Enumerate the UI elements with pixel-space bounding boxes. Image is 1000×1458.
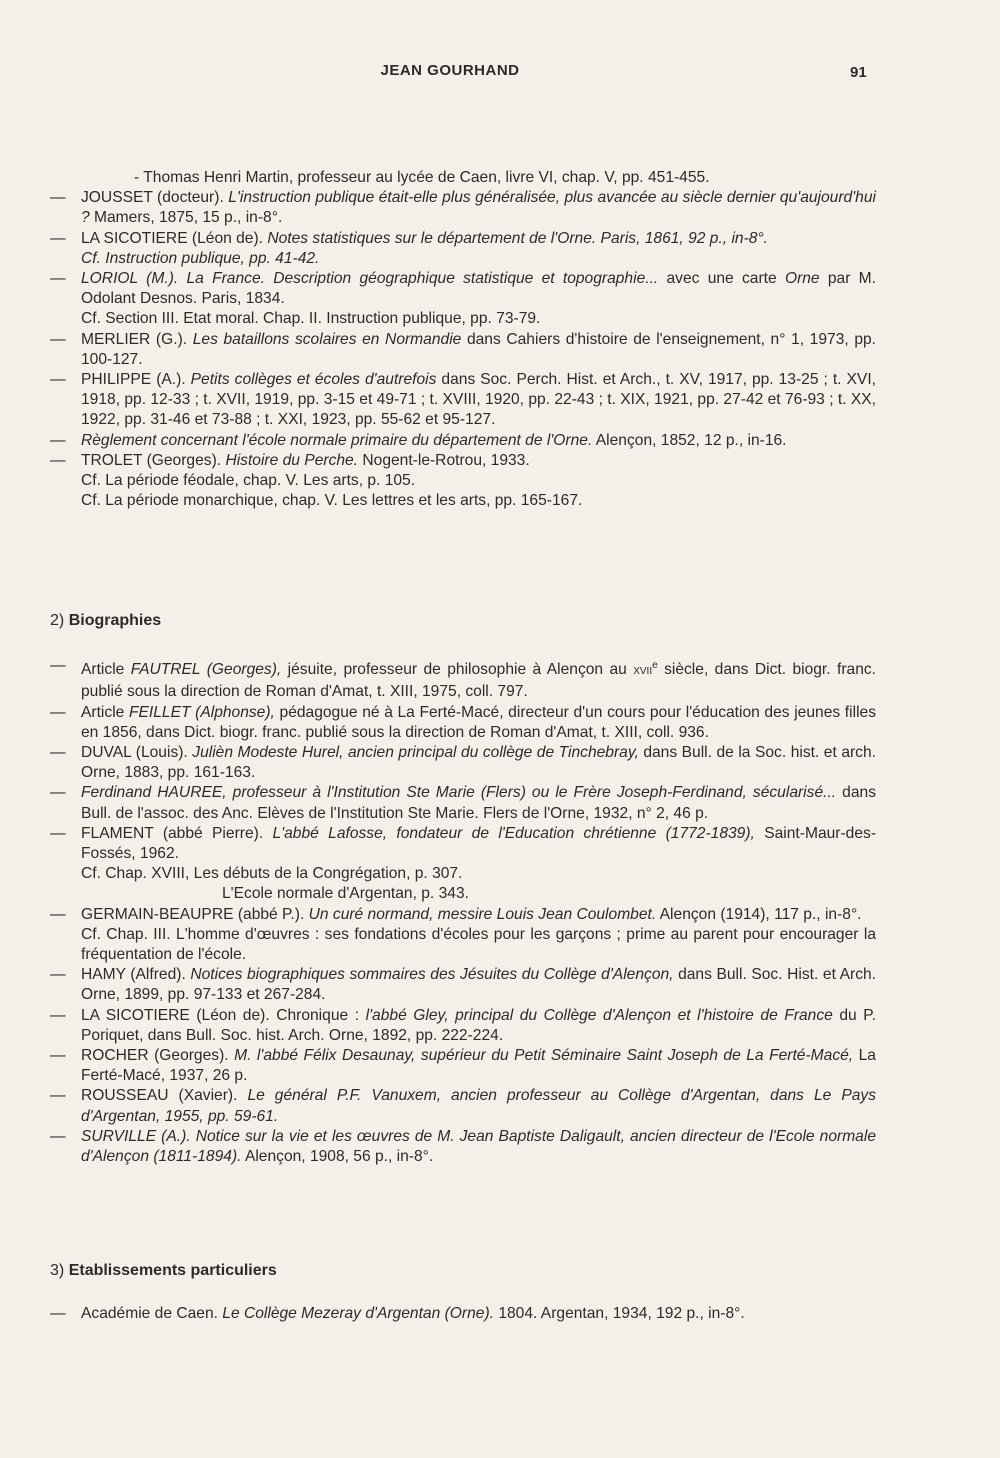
entry-dash: —	[50, 270, 66, 288]
century-suffix: e	[652, 660, 658, 671]
entry-details: du P. Poriquet, dans Bull. Soc. hist. Arch. Orne, 1892, pp. 222-224.	[81, 1006, 876, 1044]
entry-dash: —	[50, 431, 66, 449]
entry-dash: —	[50, 371, 66, 389]
entry-title: Petits collèges et écoles d'autrefois	[190, 371, 437, 389]
entry-title: Les bataillons scolaires en Normandie	[192, 330, 462, 348]
entry-dash: —	[50, 824, 66, 842]
entry-dash: —	[50, 229, 66, 247]
entry-title: Julièn Modeste Hurel, ancien principal du collège de Tinchebray,	[192, 744, 639, 761]
century-numeral: XVII	[633, 666, 653, 678]
section-3-etablissements	[50, 1304, 876, 1324]
entry-rocher	[50, 1046, 876, 1086]
section-2-biographies	[50, 656, 876, 1167]
entry-title: Le Collège Mezeray d'Argentan (Orne).	[222, 1305, 494, 1322]
page-number: 91	[850, 64, 867, 81]
entry-title: SURVILLE (A.). Notice sur la vie et les œuvres de M. Jean Baptiste Daligault, ancien directeur de l'Ecole normale d'Alençon (1811-1894).	[81, 1127, 876, 1166]
entry-details: Nogent-le-Rotrou, 1933.	[358, 451, 530, 469]
entry-title: L'instruction publique était-elle plus généralisée, plus avancée au siècle dernier qu'aujourd'hui ?	[81, 189, 876, 227]
entry-title: M. l'abbé Félix Desaunay, supérieur du Petit Séminaire Saint Joseph de La Ferté-Macé,	[234, 1047, 854, 1065]
entry-feillet	[50, 703, 876, 743]
entry-details: dans Soc. Perch. Hist. et Arch., t. XV, 1917, pp. 13-25 ; t. XVI, 1918, pp. 12-33 ; t. XVII, 1919, pp. 3-15 et 49-71 ; t. XVIII, 1920, pp. 22-43 ; t. XIX, 1921, pp. 27-42 et 76-93 ; t. XX, 1922, pp. 31-46 et 73-88 ; t. XXI, 1923, pp. 55-62 et 95-127.	[81, 371, 876, 429]
entry-details: Alençon (1914), 117 p., in-8°.	[656, 905, 862, 923]
section-number: 2)	[50, 612, 65, 629]
entry-details: Alençon, 1908, 56 p., in-8°.	[241, 1148, 434, 1166]
entry-author: JOUSSET (docteur).	[81, 189, 229, 207]
entry-title: Notes statistiques sur le département de l'Orne. Paris, 1861, 92 p., in-8°.	[267, 229, 769, 247]
entry-dash: —	[50, 784, 66, 802]
entry-details-2: siècle, dans Dict. biogr. franc. publié sous la direction de Roman d'Amat, t. XIII, 1975, coll. 797.	[81, 661, 876, 701]
entry-duval	[50, 743, 876, 783]
entry-details: Saint-Maur-des-Fossés, 1962.	[81, 824, 877, 863]
entry-merlier	[50, 330, 876, 370]
entry-philippe	[50, 370, 876, 431]
entry-dash: —	[50, 451, 66, 469]
entry-details: Alençon, 1852, 12 p., in-16.	[592, 431, 787, 449]
entry-title: Histoire du Perche.	[225, 451, 359, 469]
entry-dash: —	[50, 189, 66, 207]
entry-author: MERLIER (G.).	[81, 330, 193, 348]
cf-text: Cf. Instruction publique, pp. 41-42.	[81, 249, 320, 267]
entry-author: Académie de Caen.	[81, 1305, 223, 1322]
entry-title: FEILLET (Alphonse),	[128, 703, 275, 721]
entry-details-2: par M. Odolant Desnos. Paris, 1834.	[81, 270, 876, 308]
entry-details: dans Bull. de l'assoc. des Anc. Elèves de l'Institution Ste Marie. Flers de l'Orne, 1932, n° 2, 46 p.	[81, 784, 876, 822]
entry-cf: Cf. Chap. XVIII, Les débuts de la Congrégation, p. 307.	[81, 865, 463, 883]
entry-flament	[50, 824, 876, 864]
entry-fautrel	[50, 656, 876, 703]
entry-author: GERMAIN-BEAUPRE (abbé P.).	[81, 905, 309, 923]
section-title: Biographies	[68, 612, 162, 629]
entry-title: l'abbé Gley, principal du Collège d'Alençon et l'histoire de France	[365, 1006, 833, 1024]
running-title: JEAN GOURHAND	[380, 62, 520, 79]
entry-author: LA SICOTIERE (Léon de). Chronique :	[81, 1006, 366, 1024]
entry-details: 1804. Argentan, 1934, 192 p., in-8°.	[493, 1305, 745, 1322]
entry-dash: —	[50, 1006, 66, 1024]
entry-cf: Cf. La période féodale, chap. V. Les arts, p. 105.	[81, 472, 416, 490]
entry-academie-caen	[50, 1304, 876, 1324]
entry-dash: —	[50, 703, 66, 721]
entry-title-2: Orne	[784, 270, 820, 288]
entry-lasicotiere	[50, 229, 876, 249]
entry-cf: L'Ecole normale d'Argentan, p. 343.	[222, 885, 469, 903]
entry-author: ROCHER (Georges).	[81, 1047, 235, 1065]
entry-title: L'abbé Lafosse, fondateur de l'Education chrétienne (1772-1839),	[272, 824, 755, 842]
entry-jousset	[50, 188, 876, 228]
entry-details: Mamers, 1875, 15 p., in-8°.	[89, 209, 283, 227]
entry-author: LA SICOTIERE (Léon de).	[81, 229, 268, 247]
entry-prefix: Article	[81, 703, 129, 721]
entry-details: pédagogue né à La Ferté-Macé, directeur d'un cours pour l'éducation des jeunes filles en 1856, dans Dict. biogr. franc. publié sous la direction de Roman d'Amat, t. XIII, coll. 936.	[81, 703, 876, 741]
entry-title: LORIOL (M.). La France. Description géographique statistique et topographie...	[81, 270, 659, 288]
section-heading-biographies	[50, 612, 161, 630]
section-title: Etablissements particuliers	[68, 1262, 277, 1279]
entry-details: dans Bull. de la Soc. hist. et arch. Orne, 1883, pp. 161-163.	[81, 744, 876, 782]
entry-surville	[50, 1127, 876, 1167]
entry-title: Un curé normand, messire Louis Jean Coulombet.	[308, 905, 657, 923]
entry-title: Notices biographiques sommaires des Jésuites du Collège d'Alençon,	[190, 966, 674, 984]
entry-hamy	[50, 965, 876, 1005]
entry-title: FAUTREL (Georges),	[130, 661, 282, 679]
entry-loriol	[50, 269, 876, 309]
entry-title: Le général P.F. Vanuxem, ancien professeur au Collège d'Argentan, dans Le Pays d'Argentan, 1955, pp. 59-61.	[81, 1087, 877, 1125]
entry-author: PHILIPPE (A.).	[81, 371, 191, 389]
entry-title: Règlement concernant l'école normale primaire du département de l'Orne.	[81, 431, 593, 449]
entry-dash: —	[50, 1087, 66, 1105]
entry-dash: —	[50, 905, 66, 923]
entry-dash: —	[50, 966, 66, 984]
entry-title: Ferdinand HAUREE, professeur à l'Institution Ste Marie (Flers) ou le Frère Joseph-Ferdinand, sécularisé...	[81, 784, 837, 802]
entry-dash: —	[50, 330, 66, 348]
entry-dash: —	[50, 1305, 66, 1322]
entry-cf	[50, 249, 876, 269]
entry-hauree	[50, 783, 876, 823]
entry-cf: Cf. Section III. Etat moral. Chap. II. Instruction publique, pp. 73-79.	[81, 310, 541, 328]
entry-details: jésuite, professeur de philosophie à Alençon au	[281, 661, 634, 679]
entry-dash: —	[50, 744, 66, 761]
entry-author: TROLET (Georges).	[81, 451, 226, 469]
entry-details: avec une carte	[658, 270, 785, 288]
entry-details: dans Cahiers d'histoire de l'enseignement, n° 1, 1973, pp. 100-127.	[81, 330, 876, 368]
entry-reglement	[50, 431, 876, 451]
entry-details: La Ferté-Macé, 1937, 26 p.	[81, 1047, 876, 1085]
entry-author: DUVAL (Louis).	[81, 744, 193, 761]
entry-dash: —	[50, 657, 66, 674]
entry-dash: —	[50, 1127, 66, 1145]
entry-prefix: Article	[81, 661, 131, 679]
section-1-bibliography	[50, 168, 876, 511]
entry-author: HAMY (Alfred).	[81, 966, 191, 984]
entry-trolet	[50, 451, 876, 471]
section-heading-etablissements	[50, 1262, 277, 1280]
entry-details: dans Bull. Soc. Hist. et Arch. Orne, 1899, pp. 97-133 et 267-284.	[81, 966, 877, 1004]
entry-dash: —	[50, 1047, 66, 1065]
entry-cf: Cf. Chap. III. L'homme d'œuvres : ses fondations d'écoles pour les garçons ; prime au parent pour encourager la fréquentation de l'école.	[81, 925, 876, 964]
entry-author: ROUSSEAU (Xavier).	[81, 1087, 248, 1105]
entry-cf: Cf. La période monarchique, chap. V. Les lettres et les arts, pp. 165-167.	[81, 492, 583, 510]
section-number: 3)	[50, 1262, 65, 1279]
entry-author: FLAMENT (abbé Pierre).	[81, 824, 273, 842]
entry-germain-beaupre	[50, 905, 876, 925]
continuation-line: - Thomas Henri Martin, professeur au lycée de Caen, livre VI, chap. V, pp. 451-455.	[134, 169, 710, 186]
entry-rousseau	[50, 1086, 876, 1126]
entry-lasicotiere-chronique	[50, 1006, 876, 1046]
